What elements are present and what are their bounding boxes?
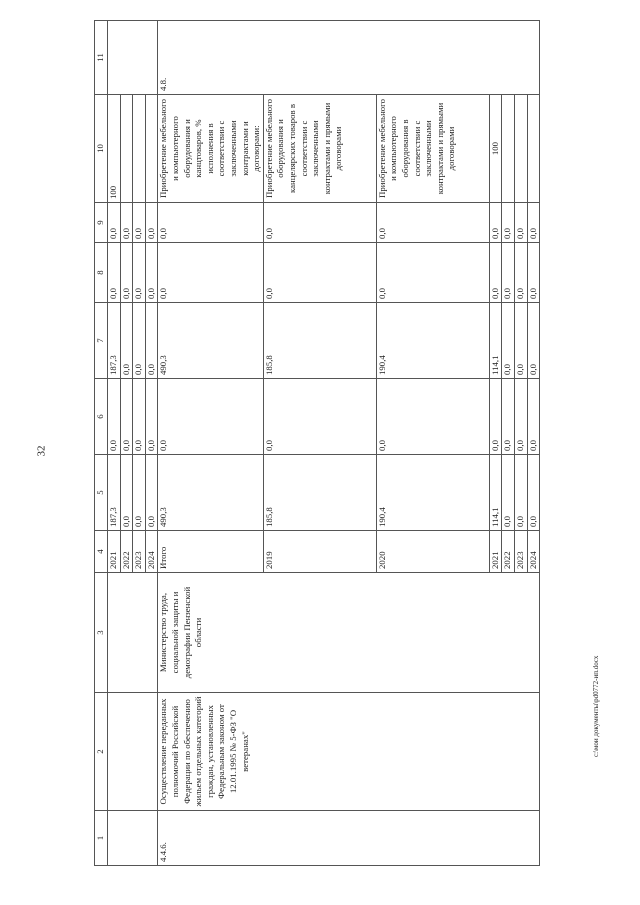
cell: 0,0 — [527, 203, 540, 243]
cell — [527, 95, 540, 203]
cell: 0,0 — [133, 455, 146, 531]
cell: 185,8 — [263, 303, 376, 379]
cell — [120, 95, 133, 203]
cell: 0,0 — [502, 243, 515, 303]
indicator-cell: Приобретение мебельного и компьютерного оборудования в соответствии с заключенными контрактами и прямыми договорами — [376, 95, 489, 203]
cell: 0,0 — [376, 203, 489, 243]
year-cell: 2024 — [145, 531, 158, 573]
item-executor: Министерство труда, социальной защиты и демографии Пензенской области — [158, 573, 540, 693]
cell: 187,3 — [108, 455, 121, 531]
rotated-table-wrapper — [94, 21, 582, 866]
header-cell: 2 — [95, 693, 108, 811]
year-cell: 2022 — [502, 531, 515, 573]
indicator-cell: Приобретение мебельного оборудования и канцелярских товаров в соответствии с заключенными контрактами и прямыми договорами — [263, 95, 376, 203]
header-cell: 6 — [95, 379, 108, 455]
cell: 0,0 — [527, 379, 540, 455]
header-cell: 7 — [95, 303, 108, 379]
header-cell: 3 — [95, 573, 108, 693]
cell: 0,0 — [133, 379, 146, 455]
cell: 190,4 — [376, 303, 489, 379]
cell — [108, 693, 158, 811]
cell: 0,0 — [514, 303, 527, 379]
cell: 0,0 — [263, 243, 376, 303]
year-cell: 2021 — [108, 531, 121, 573]
cell: 0,0 — [263, 203, 376, 243]
year-cell: 2020 — [376, 531, 489, 573]
cell — [108, 573, 158, 693]
cell: 0,0 — [489, 243, 502, 303]
cell: 0,0 — [527, 243, 540, 303]
year-cell: 2023 — [514, 531, 527, 573]
cell: 0,0 — [145, 379, 158, 455]
cell: 0,0 — [120, 379, 133, 455]
year-cell: 2023 — [133, 531, 146, 573]
program-table — [94, 20, 540, 866]
cell: 0,0 — [145, 243, 158, 303]
cell: 0,0 — [108, 379, 121, 455]
header-cell: 4 — [95, 531, 108, 573]
item-number: 4.4.6. — [158, 811, 540, 866]
cell: 0,0 — [145, 203, 158, 243]
cell: 0,0 — [514, 379, 527, 455]
cell: 0,0 — [514, 455, 527, 531]
cell: 0,0 — [120, 243, 133, 303]
header-cell: 5 — [95, 455, 108, 531]
cell: 0,0 — [145, 455, 158, 531]
cell — [133, 95, 146, 203]
cell: 114,1 — [489, 455, 502, 531]
cell: 0,0 — [133, 243, 146, 303]
year-cell: 2022 — [120, 531, 133, 573]
cell — [502, 95, 515, 203]
indicator-cell: Приобретение мебельного и компьютерного оборудования и канцтоваров, % исполнения в соответствии с заключенными контрактами и договорами: — [158, 95, 263, 203]
header-row — [95, 21, 108, 866]
cell: 0,0 — [502, 303, 515, 379]
cell: 0,0 — [158, 243, 263, 303]
table-row — [108, 21, 121, 866]
cell: 0,0 — [133, 203, 146, 243]
header-cell: 11 — [95, 21, 108, 95]
cell: 0,0 — [376, 379, 489, 455]
year-cell: 2021 — [489, 531, 502, 573]
cell: 0,0 — [502, 455, 515, 531]
cell: 114,1 — [489, 303, 502, 379]
year-cell: 2024 — [527, 531, 540, 573]
cell: 100 — [489, 95, 502, 203]
cell: 0,0 — [120, 455, 133, 531]
year-cell: Итого — [158, 531, 263, 573]
cell: 0,0 — [527, 455, 540, 531]
cell: 490,3 — [158, 455, 263, 531]
cell: 0,0 — [158, 203, 263, 243]
cell — [108, 21, 158, 95]
cell: 0,0 — [263, 379, 376, 455]
item-name: Осуществление переданных полномочий Российской Федерации по обеспечению жильем отдельных категорий граждан, установленных Федеральным законом от 12.01.1995 № 5-ФЗ "О ветеранах" — [158, 693, 540, 811]
cell: 0,0 — [527, 303, 540, 379]
cell: 185,8 — [263, 455, 376, 531]
cell — [145, 95, 158, 203]
cell: 0,0 — [120, 203, 133, 243]
cell: 0,0 — [120, 303, 133, 379]
header-cell: 10 — [95, 95, 108, 203]
cell: 0,0 — [489, 203, 502, 243]
page-number: 32 — [35, 445, 48, 457]
cell: 100 — [108, 95, 121, 203]
cell: 0,0 — [376, 243, 489, 303]
cell: 0,0 — [133, 303, 146, 379]
item-ref: 4.8. — [158, 21, 540, 95]
cell: 0,0 — [502, 379, 515, 455]
cell: 0,0 — [145, 303, 158, 379]
footer-file-path: c:\мои документы\pd0772-ип.docx — [592, 655, 600, 757]
cell — [108, 811, 158, 866]
cell: 0,0 — [158, 379, 263, 455]
cell: 0,0 — [108, 243, 121, 303]
cell: 490,3 — [158, 303, 263, 379]
cell: 187,3 — [108, 303, 121, 379]
cell: 0,0 — [514, 203, 527, 243]
cell: 0,0 — [489, 379, 502, 455]
cell: 0,0 — [108, 203, 121, 243]
header-cell: 8 — [95, 243, 108, 303]
cell: 0,0 — [502, 203, 515, 243]
table-row-total — [158, 21, 263, 866]
year-cell: 2019 — [263, 531, 376, 573]
cell: 190,4 — [376, 455, 489, 531]
header-cell: 9 — [95, 203, 108, 243]
cell: 0,0 — [514, 243, 527, 303]
header-cell: 1 — [95, 811, 108, 866]
cell — [514, 95, 527, 203]
